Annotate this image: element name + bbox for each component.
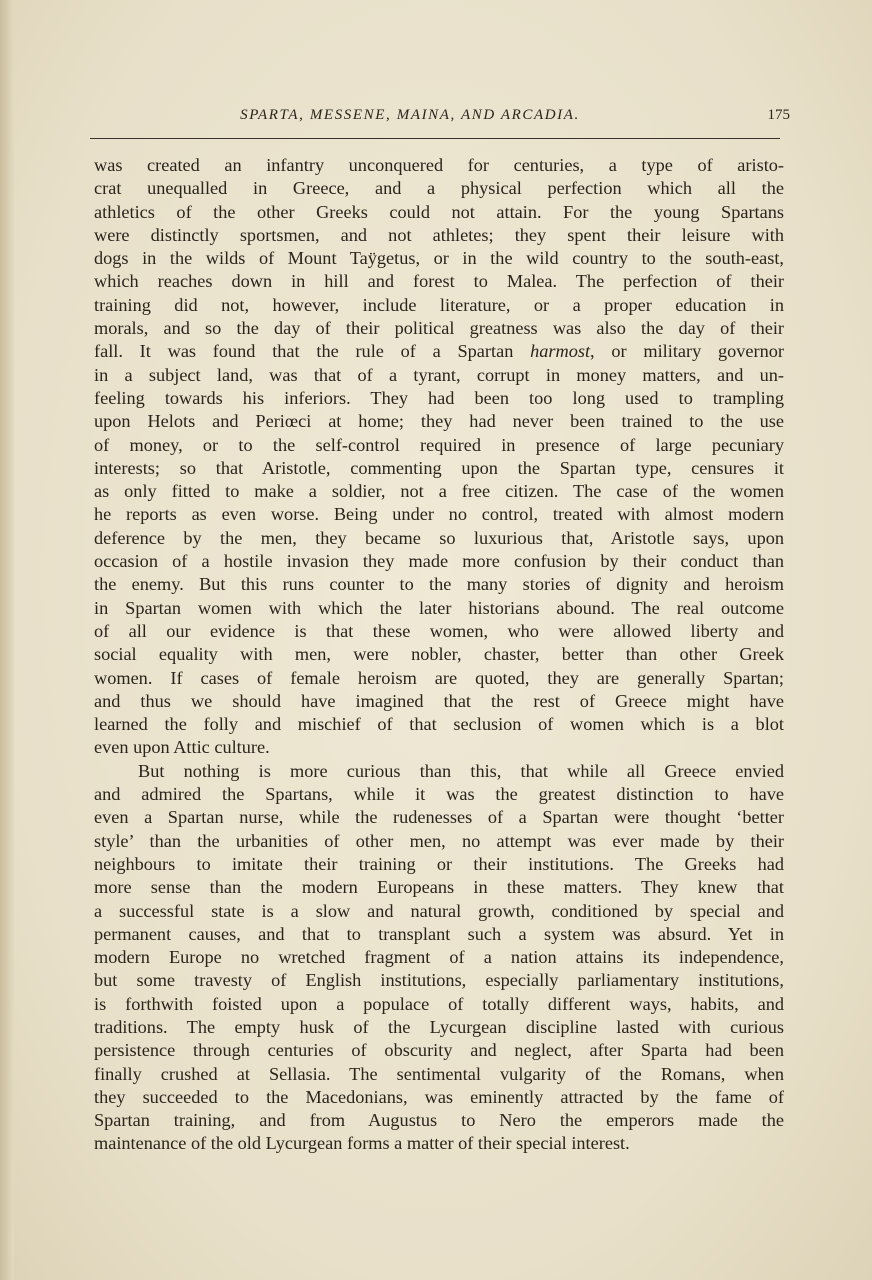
text-line: traditions. The empty husk of the Lycurgean discipline lasted with curious xyxy=(94,1016,784,1037)
harmost-line-text: fall. It was found that the rule of a Spartan harmost, or military governor xyxy=(94,341,784,362)
text-line: crat unequalled in Greece, and a physical perfection which all the xyxy=(94,178,784,199)
text-line: feeling towards his inferiors. They had been too long used to trampling xyxy=(94,387,784,408)
text-line: of money, or to the self-control required in presence of large pecuniary xyxy=(94,434,784,455)
text-line-paragraph-end: even upon Attic culture. xyxy=(94,737,270,758)
text-line: as only fitted to make a soldier, not a free citizen. The case of the women xyxy=(94,481,784,502)
running-head: SPARTA, MESSENE, MAINA, AND ARCADIA. xyxy=(240,107,580,123)
text-line: more sense than the modern Europeans in these matters. They knew that xyxy=(94,877,784,898)
text-line: style’ than the urbanities of other men, no attempt was ever made by their xyxy=(94,830,784,851)
text-line: but some travesty of English institutions, especially parliamentary institutions, xyxy=(94,970,784,991)
text-line: training did not, however, include literature, or a proper education in xyxy=(94,294,784,315)
text-line: women. If cases of female heroism are quoted, they are generally Spartan; xyxy=(94,667,784,688)
header-rule xyxy=(90,138,780,139)
text-line: they succeeded to the Macedonians, was eminently attracted by the fame of xyxy=(94,1086,784,1107)
text-line: morals, and so the day of their political greatness was also the day of their xyxy=(94,318,784,339)
page-header xyxy=(90,107,790,129)
text-line: were distinctly sportsmen, and not athletes; they spent their leisure with xyxy=(94,224,784,245)
text-line: and admired the Spartans, while it was the greatest distinction to have xyxy=(94,784,784,805)
page-number: 175 xyxy=(767,107,790,123)
text-line: upon Helots and Periœci at home; they had never been trained to the use xyxy=(94,411,784,432)
text-line: social equality with men, were nobler, chaster, better than other Greek xyxy=(94,644,784,665)
text-line: in Spartan women with which the later historians abound. The real outcome xyxy=(94,597,784,618)
text-line: the enemy. But this runs counter to the many stories of dignity and heroism xyxy=(94,574,784,595)
text-line: athletics of the other Greeks could not attain. For the young Spartans xyxy=(94,201,784,222)
harmost-italic: harmost xyxy=(530,341,591,362)
text-line: interests; so that Aristotle, commenting upon the Spartan type, censures it xyxy=(94,457,784,478)
text-line: occasion of a hostile invasion they made more confusion by their conduct than xyxy=(94,551,784,572)
text-line: and thus we should have imagined that the rest of Greece might have xyxy=(94,690,784,711)
text-line: in a subject land, was that of a tyrant, corrupt in money matters, and un- xyxy=(94,364,784,385)
body-text xyxy=(94,154,784,1156)
text-line: neighbours to imitate their training or their institutions. The Greeks had xyxy=(94,853,784,874)
text-line: is forthwith foisted upon a populace of totally different ways, habits, and xyxy=(94,993,784,1014)
text-line: a successful state is a slow and natural growth, conditioned by special and xyxy=(94,900,784,921)
text-line-paragraph-start: But nothing is more curious than this, that while all Greece envied xyxy=(138,760,784,781)
text-line: learned the folly and mischief of that seclusion of women which is a blot xyxy=(94,714,784,735)
text-line: was created an infantry unconquered for centuries, a type of aristo- xyxy=(94,155,784,175)
text-line: of all our evidence is that these women, who were allowed liberty and xyxy=(94,620,784,641)
text-line: he reports as even worse. Being under no control, treated with almost modern xyxy=(94,504,784,525)
text-line: Spartan training, and from Augustus to Nero the emperors made the xyxy=(94,1110,784,1131)
text-line: modern Europe no wretched fragment of a nation attains its independence, xyxy=(94,947,784,968)
text-line-final: maintenance of the old Lycurgean forms a matter of their special interest. xyxy=(94,1133,630,1154)
text-line: permanent causes, and that to transplant such a system was absurd. Yet in xyxy=(94,923,784,944)
text-line: finally crushed at Sellasia. The sentimental vulgarity of the Romans, when xyxy=(94,1063,784,1084)
page-binding-edge xyxy=(0,0,14,1280)
text-line: even a Spartan nurse, while the rudenesses of a Spartan were thought ‘better xyxy=(94,807,784,828)
text-line-harmost xyxy=(94,340,784,363)
text-line: which reaches down in hill and forest to Malea. The perfection of their xyxy=(94,271,784,292)
text-line: persistence through centuries of obscurity and neglect, after Sparta had been xyxy=(94,1040,784,1061)
text-line: deference by the men, they became so luxurious that, Aristotle says, upon xyxy=(94,527,784,548)
text-line: dogs in the wilds of Mount Taÿgetus, or in the wild country to the south-east, xyxy=(94,248,784,269)
